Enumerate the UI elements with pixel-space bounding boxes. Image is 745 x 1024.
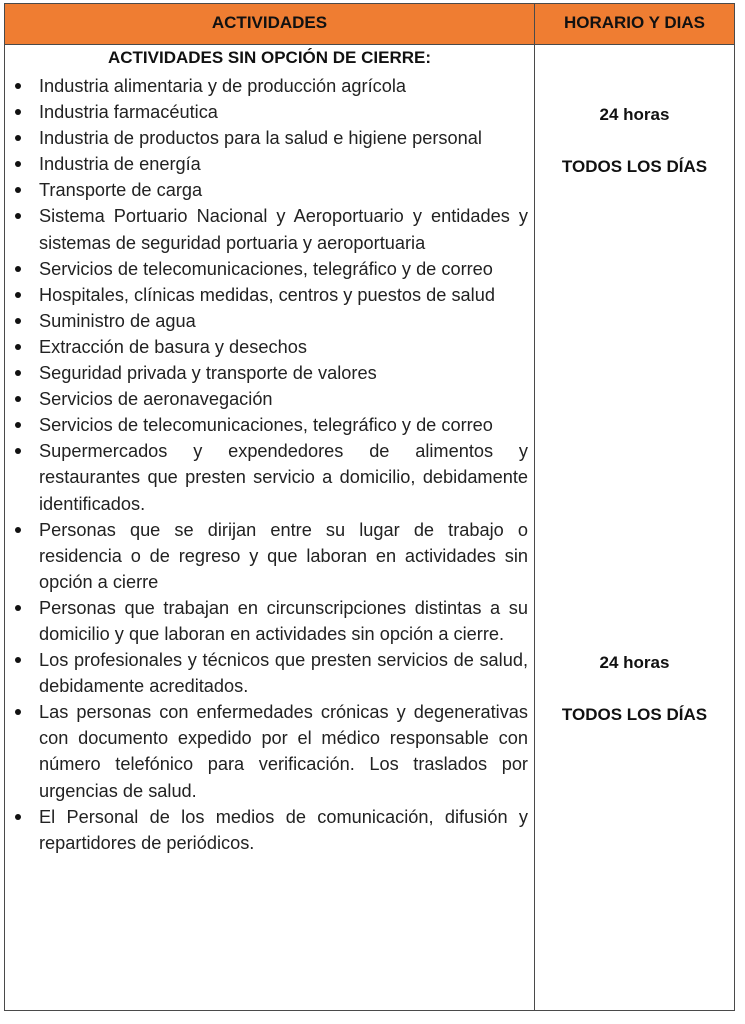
schedule-block — [535, 102, 734, 180]
activities-list — [5, 73, 534, 856]
activities-table — [4, 3, 735, 1011]
list-item: Personas que trabajan en circunscripciones distintas a su domicilio y que laboran en actividades sin opción a cierre. — [5, 595, 534, 647]
table-header-row — [5, 4, 734, 45]
list-item: Hospitales, clínicas medidas, centros y puestos de salud — [5, 282, 534, 308]
header-schedule: HORARIO Y DIAS — [563, 13, 706, 32]
list-item: Las personas con enfermedades crónicas y degenerativas con documento expedido por el médico responsable con número telefónico para verificación. Los traslados por urgencias de salud. — [5, 699, 534, 803]
section-title: ACTIVIDADES SIN OPCIÓN DE CIERRE: — [107, 48, 432, 67]
schedule-days: TODOS LOS DÍAS — [561, 157, 708, 176]
list-item: Supermercados y expendedores de alimentos y restaurantes que presten servicio a domicilio, debidamente identificados. — [5, 438, 534, 516]
list-item: Sistema Portuario Nacional y Aeroportuario y entidades y sistemas de seguridad portuaria y aeroportuaria — [5, 203, 534, 255]
schedule-days: TODOS LOS DÍAS — [561, 705, 708, 724]
list-item: Los profesionales y técnicos que presten servicios de salud, debidamente acreditados. — [5, 647, 534, 699]
list-item: Industria farmacéutica — [5, 99, 534, 125]
list-item: Industria de energía — [5, 151, 534, 177]
list-item: Transporte de carga — [5, 177, 534, 203]
list-item: Servicios de telecomunicaciones, telegráfico y de correo — [5, 256, 534, 282]
schedule-hours: 24 horas — [599, 653, 670, 672]
list-item: Personas que se dirijan entre su lugar de trabajo o residencia o de regreso y que laboran en actividades sin opción a cierre — [5, 517, 534, 595]
list-item: Seguridad privada y transporte de valores — [5, 360, 534, 386]
list-item: Servicios de telecomunicaciones, telegráfico y de correo — [5, 412, 534, 438]
list-item: Extracción de basura y desechos — [5, 334, 534, 360]
list-item: Industria alimentaria y de producción agrícola — [5, 73, 534, 99]
schedule-block — [535, 650, 734, 728]
list-item: Suministro de agua — [5, 308, 534, 334]
list-item: El Personal de los medios de comunicación, difusión y repartidores de periódicos. — [5, 804, 534, 856]
schedule-hours: 24 horas — [599, 105, 670, 124]
list-item: Servicios de aeronavegación — [5, 386, 534, 412]
header-activities: ACTIVIDADES — [211, 13, 328, 32]
list-item: Industria de productos para la salud e higiene personal — [5, 125, 534, 151]
